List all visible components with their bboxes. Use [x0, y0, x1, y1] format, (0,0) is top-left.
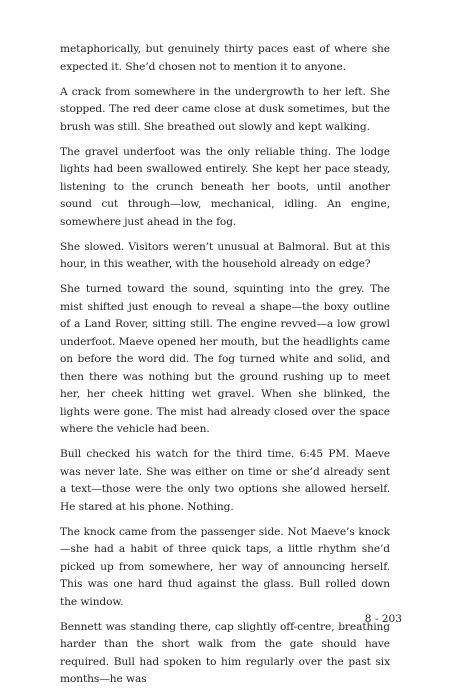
paragraph: Bennett was standing there, cap slightly off-centre, breathing harder than the short walk from the gate should have required. Bull had spoken to him regularly over the past six months—he was — [60, 620, 390, 685]
paragraph: The gravel underfoot was the only reliable thing. The lodge lights had been swallowed entirely. She kept her pace steady, listening to the crunch beneath her boots, until another sound cut through—low, mechanical, idling. An engine, somewhere just ahead in the fog. — [60, 145, 390, 228]
paragraph: Bull checked his watch for the third time. 6:45 PM. Maeve was never late. She was either on time or she’d already sent a text—those were the only two options she allowed herself. He stared at his phone. Nothing. — [60, 448, 390, 513]
paragraph: She slowed. Visitors weren’t unusual at Balmoral. But at this hour, in this weather, with the household already on edge? — [60, 240, 390, 270]
paragraph: metaphorically, but genuinely thirty paces east of where she expected it. She’d chosen not to mention it to anyone. — [60, 43, 390, 73]
body-text — [60, 41, 390, 696]
paragraph: A crack from somewhere in the undergrowth to her left. She stopped. The red deer came close at dusk sometimes, but the brush was still. She breathed out slowly and kept walking. — [60, 85, 390, 133]
page-number: 8 - 203 — [364, 613, 402, 625]
paragraph: She turned toward the sound, squinting into the grey. The mist shifted just enough to reveal a shape—the boxy outline of a Land Rover, sitting still. The engine revved—a low growl underfoot. Maeve opened her mouth, but the headlights came on before the word did. The fog turned white and solid, and then there was nothing but the ground rushing up to meet her, her cheek hitting wet gravel. When she blinked, the lights were gone. The mist had already closed over the space where the vehicle had been. — [60, 283, 390, 435]
paragraph: The knock came from the passenger side. Not Maeve’s knock—she had a habit of three quick taps, a little rhythm she’d picked up from somewhere, her way of announcing herself. This was one hard thud against the glass. Bull rolled down the window. — [60, 525, 390, 608]
